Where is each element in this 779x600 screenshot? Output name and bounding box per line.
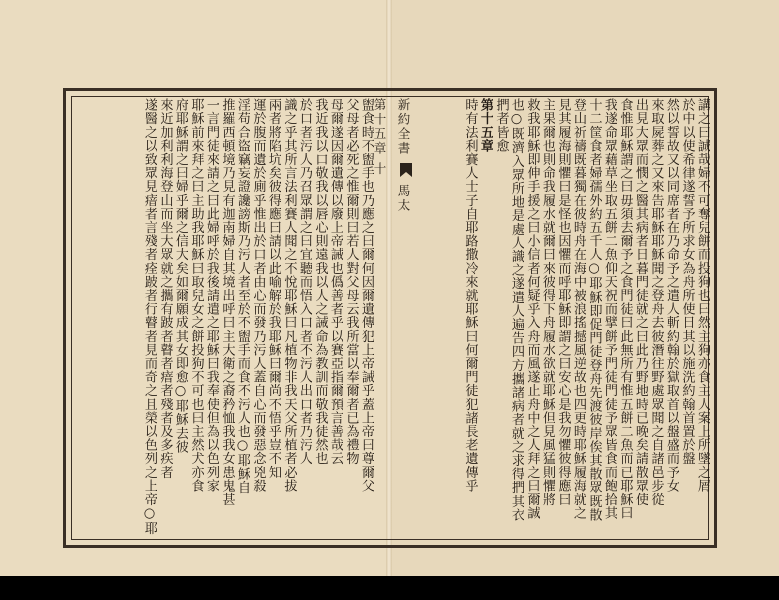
left-column: 父母者必死之惟爾則曰若人對父母云我所當以奉爾者已為禮物 bbox=[343, 98, 359, 466]
footer-bar bbox=[0, 576, 779, 600]
gospel-name: 馬太 bbox=[396, 183, 411, 213]
chapter-intro: 時有法利賽人士子自耶路撒冷來就耶穌曰何爾門徒犯諸長老遺傳乎 bbox=[462, 98, 478, 493]
left-column: 兩者將陷坑矣彼得應曰請以此喻解於我耶穌曰爾尚不悟乎豈不知 bbox=[266, 98, 281, 479]
left-column: 識之乎其所言法利賽人聞之不悅耶穌曰凡植物非我天父所植者必拔 bbox=[281, 98, 297, 493]
right-column: 救我耶穌即伸手援之曰小信者何疑乎入舟而風遂止舟中之人拜之曰爾誠 bbox=[524, 98, 540, 520]
left-column: 遂醫之以致眾見瘖者言殘者痊跛者行瞽者見而奇之且榮以色列之上帝○耶 bbox=[142, 98, 157, 535]
left-column: 母爾遂因爾遺傳以廢上帝誡也僞善者乎以賽亞指爾預言善哉云 bbox=[328, 98, 343, 466]
left-column: 於口者污人乃召眾謂之曰宜聽而悟入口者不污人出口者乃污人 bbox=[297, 98, 312, 466]
right-column: 見其履海則懼曰是怪也因懼而呼耶穌即謂之曰安心是我勿懼彼得應曰 bbox=[555, 98, 571, 506]
left-column: 推羅西頓境乃見有迦南婦自其境出呼曰主大衛之裔矜恤我我女患鬼甚 bbox=[219, 98, 235, 506]
left-column: 耶穌前來拜之曰主助我耶穌曰取兒女之餅投狗不可也曰主然犬亦食 bbox=[188, 98, 204, 493]
left-column: 運於腹而遺於廁乎惟出於口者由心而發乃污人蓋自心而發惡念兇殺 bbox=[250, 98, 266, 493]
right-column: 來取屍葬之又來告耶穌耶穌聞之登舟去彼潛往野處眾聞之自諸邑步從 bbox=[648, 98, 664, 506]
right-column: 食惟耶穌謂之曰毋須去爾予之食門徒曰此無所有惟五餅二魚而已耶穌曰 bbox=[617, 98, 633, 520]
page-number: 十 bbox=[372, 161, 387, 177]
left-column: 我近我以口敬我以唇心則遠我以人之誡命為教訓而敬我徒然也 bbox=[312, 98, 328, 466]
right-column: 出見大眾而憫之醫其病者日暮門徒就之曰此乃野地時已晚矣請散眾使 bbox=[633, 98, 648, 506]
right-page-text bbox=[410, 98, 710, 540]
right-column: 然以誓故又以同席者在乃命予之遣人斬約翰於獄取首以盤盛而予女 bbox=[664, 98, 679, 493]
left-column: 淫苟合盜竊妄證讒謗斯乃污人者至於不盥手而食不污人也○耶穌自 bbox=[235, 98, 250, 495]
left-column: 一言門徒來請之曰此婦呼於我後請遣之耶穌曰我奉使但為以色列家 bbox=[204, 98, 219, 493]
left-column: 來近加利利海登山而坐大眾就之攜有跛者瞽者瘖者殘者及多疾者 bbox=[157, 98, 173, 479]
chapter-heading: 第十五章 bbox=[478, 98, 493, 153]
book-title: 新約全書 bbox=[396, 98, 411, 156]
right-column: 於中以使希律遂誓予所求女為舟所使日其以施洗約翰首置於盤 bbox=[679, 98, 695, 466]
fishtail-ornament-icon bbox=[400, 162, 414, 178]
right-column: 也○既濟入眾所地是處人識之遂遣人遍告四方攜諸病者就之求得捫其衣 bbox=[509, 98, 524, 522]
left-column: 府耶穌謂之曰婦乎爾之信大矣如爾願成其女即愈○耶穌去彼 bbox=[173, 98, 188, 454]
right-column: 我遂命眾藉草坐取五餅二魚仰天祝而擘餅予門徒門徒予眾皆食而飽拾其 bbox=[602, 98, 617, 520]
right-column: 捫者皆愈 bbox=[493, 98, 509, 153]
chapter-label: 第十五章 bbox=[372, 98, 387, 156]
right-column: 十二筐食者婦孺外約五千人○耶穌即促門徒登舟先渡彼岸俟其散眾既散 bbox=[586, 98, 602, 522]
right-column: 講之曰誠哉婦不可奪兒餅而投狗也曰然主狗亦食主人案上所墜之屑 bbox=[695, 98, 710, 493]
left-column: 盥食時不盥手也乃應之曰爾何因爾遺傳犯上帝誡乎蓋上帝曰尊爾父 bbox=[359, 98, 374, 493]
right-column: 登山祈禱既暮獨在彼時舟在海中被浪搖撼風逆故也四更時耶穌履海就之 bbox=[571, 98, 586, 520]
right-column: 主果爾也則命我履水就爾曰來彼得下舟履水欲就耶穌但見風猛則懼將 bbox=[540, 98, 555, 506]
left-page-text bbox=[74, 98, 374, 540]
